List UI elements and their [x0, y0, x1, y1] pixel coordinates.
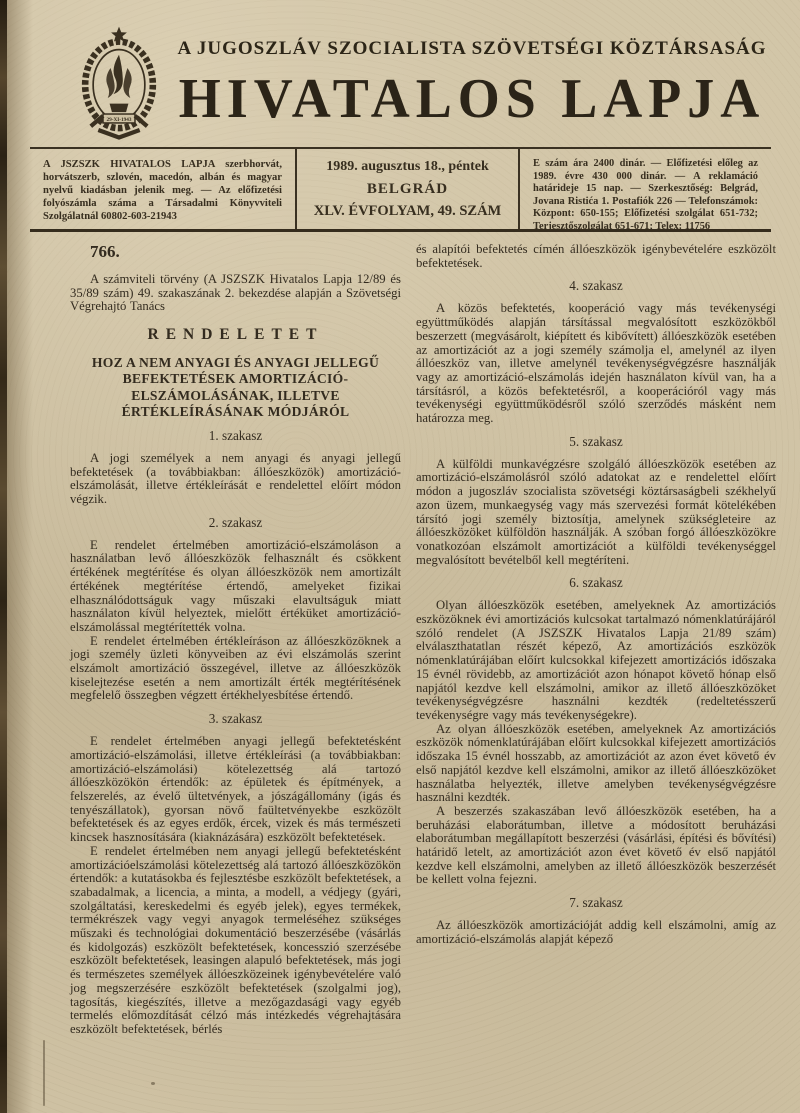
section-heading: 7. szakasz	[569, 895, 623, 911]
issue-date: 1989. augusztus 18., péntek	[326, 159, 489, 174]
paragraph: A közös befektetés, kooperáció vagy más tevékenységi együttműködés alapján társítással megvalósított eszközökből beszerzett (megvásárolt, kiépített és kibővített) állóeszközök esetében az amortizációt az a jogi személy számolja el, amelynél az ilyen állóeszköz van, illetve amelynél tevékenységvégzésre használják vagy az amortizáció-elszámolás idején használaton kívül van, ha a társításról, a közös befektetésről, a kooperációról vagy más tevékenységi együttműködésről szóló szerződés másként nem határozza meg.	[416, 301, 776, 426]
scan-book-edge	[0, 0, 7, 1113]
paragraph-continued: és alapítói befektetés címén állóeszközök igénybevételére eszközölt befektetések.	[416, 242, 776, 270]
section-heading: 1. szakasz	[208, 427, 263, 443]
scan-artifact	[43, 1040, 45, 1106]
paragraph: E rendelet értelmében értékleíráson az állóeszközöknek a jogi személy üzleti könyveiben az évi elszámolás szerint elszámolt amortizáció összegével, illetve az állóeszközök kiselejtezése esetén a nem amortizált érték megtérítésének megfelelő összegben végzett értékhelyesbítése értendő.	[70, 633, 401, 703]
issue-volume: XLV. ÉVFOLYAM, 49. SZÁM	[313, 203, 502, 219]
gazette-title: HIVATALOS LAPJA	[178, 67, 766, 130]
act-title: HOZ A NEM ANYAGI ÉS ANYAGI JELLEGŰ BEFEKTETÉSEK AMORTIZÁCIÓ-ELSZÁMOLÁSÁNAK, ILLETVE ÉRTÉKLEÍRÁSÁNAK MÓDJÁRÓL	[91, 355, 380, 419]
paragraph: E rendelet értelmében nem anyagi jellegű befektetésként amortizációelszámolási kötelezettség alá tartozó állóeszközökön értendők: a kutatásokba és fejlesztésbe eszközölt befektetések, a szabadalmak, a licencia, a minta, a modell, a védjegy (gyári, szolgáltatási, kereskedelmi és egyéb jelek), egyes termékek, termékrészek vagy vegyi anyagok termeléséhez szükséges műszaki és technológiai dokumentáció beszerzésébe (vásárlás és kidolgozás) eszközölt befektetések, koncesszió szerzésébe eszközölt befektetések, leasingen alapuló befektetések, más jogi és természetes személyek állóeszközeinek igénybevételére való jog megszerzésére eszközölt befektetések (szolgalmi jog), tagosítás, kiegészítés, illetve a mezőgazdasági vagy egyéb termelés előmozdítását célzó más intézkedés végrehajtására eszközölt befektetések, bérlés	[70, 843, 401, 1036]
republic-title: A JUGOSZLÁV SZOCIALISTA SZÖVETSÉGI KÖZTÁRSASÁG	[177, 38, 767, 59]
issue-city: BELGRÁD	[366, 180, 449, 197]
decree-word: RENDELETET	[147, 326, 324, 344]
paragraph: Az állóeszközök amortizációját addig kell elszámolni, amíg az amortizáció-elszámolás alapját képező	[416, 918, 776, 946]
section-heading: 3. szakasz	[208, 711, 263, 727]
masthead-infobar	[30, 149, 771, 232]
paragraph: Olyan állóeszközök esetében, amelyeknek Az amortizációs eszközöknek évi amortizációs kulcsokat tartalmazó nómenklatúrájáról szóló rendelet (A JSZSZK Hivatalos Lapja 21/89 szám) elválaszthatatlan részét képező, Az amortizációs eszközök nómenklatúrájában előírt kulcsokkal kifejezett amortizációs időszaka 15 évnél rövidebb, az amortizációt azon hónapot követő hónap első napjától kezdve kell elszámolni, amikor az illető állóeszközöket tevékenységvégzésre használni kezdték (redeltetésszerű tevékenységre vagy más tevékenységekre).	[416, 598, 776, 722]
section-heading: 5. szakasz	[569, 433, 623, 449]
article-number: 766.	[90, 242, 120, 261]
paragraph: A beszerzés szakaszában levő állóeszközök esetében, ha a beruházási elaborátumban, illetve a módosított beruházási elaborátumban megállapított beszerzési (vásárlási, építési és bővítési) határidő letelt, az amortizációt azon évet követő év első napjától kezdve kell elszámolni, amelyben az illető állóeszközök beszerzését be kellett volna fejezni.	[416, 803, 776, 887]
publication-info-box: A JSZSZK HIVATALOS LAPJA szerbhorvát, horvátszerb, szlovén, macedón, albán és magyar nyelvű kiadásban jelenik meg. — Az előfizetési folyószámla száma a Társadalmi Könyvviteli Szolgálatnál 60802-603-21943	[43, 159, 282, 222]
masthead	[168, 38, 776, 128]
subscription-info-box: E szám ára 2400 dinár. — Előfizetési előleg az 1989. évre 430 000 dinár. — A reklamáció határideje 15 nap. — Szerkesztőség: Belgrád, Jovana Ristića 1. Postafiók 226 — Telefonszámok: Központ: 650-155; Előfizetési szolgálat 651-732; Terjesztőszolgálat 651-671; Telex: 11756	[533, 158, 758, 232]
section-heading: 2. szakasz	[208, 514, 263, 530]
left-column	[70, 243, 401, 1037]
paragraph: Az olyan állóeszközök esetében, amelyeknek Az amortizációs eszközök nómenklatúrájában előírt kulcsokkal kifejezett amortizációs időszaka 15 évnél hosszabb, az amortizációt az azon évet követő év első napjától kezdve kell elszámolni, amikor az illető állóeszközöket használatba helyezték, illetve amelyben tevékenységvégzésre használni kezdték.	[416, 721, 776, 805]
paragraph: A számviteli törvény (A JSZSZK Hivatalos Lapja 12/89 és 35/89 szám) 49. szakaszának 2. bekezdése alapján a Szövetségi Végrehajtó Tanács	[70, 272, 401, 314]
issue-info-box	[295, 149, 520, 229]
article-body	[70, 243, 776, 1037]
scan-artifact	[151, 1082, 155, 1085]
paragraph: A külföldi munkavégzésre szolgáló állóeszközök esetében az amortizáció-elszámolásról szóló adatokat az e rendelettel előírt módon a jugoszláv szocialista szövetségi köztársaságbeli székhelyű azon üzem, munkaegység vagy más szervezési formát kötelékében társító jogi személy biztosítja, amelynek szükségleteire az állóeszközöket külföldön használják. A szóban forgó állóeszközökre vonatkozóan elszámolt amortizációt a külföldi tevékenységgel megvalósított bevételből kell megtéríteni.	[416, 456, 776, 567]
right-column	[416, 243, 776, 1037]
emblem-date: 29-XI-1943	[106, 116, 132, 123]
paragraph: A jogi személyek a nem anyagi és anyagi jellegű befektetések (a továbbiakban: állóeszközök) amortizáció-elszámolását, illetve értékleírását e rendelettel előírt módon végzik.	[70, 450, 401, 507]
coat-of-arms-icon	[72, 24, 166, 142]
section-heading: 6. szakasz	[569, 575, 623, 591]
paragraph: E rendelet értelmében anyagi jellegű befektetésként amortizáció-elszámolási, illetve értékleírási (a továbbiakban: amortizáció-elszámolási) kötelezettség alá tartozó állóeszközökön értendők: az épületek és építmények, a felszerelés, az évelő ültetvények, a jószágállomány (igás és tenyészállatok), gyorsan növő faültetvényekbe eszközölt befektetések és az egyes erdők, ércek, vizek és más természeti kincsek hasznosítására (kiaknázására) eszközölt befektetések.	[70, 734, 401, 845]
paragraph: E rendelet értelmében amortizáció-elszámoláson a használatban levő állóeszközök felhasznált és csökkent értékének megtérítése és olyan állóeszközök nem amortizált értékének megtérítése értendő, amelyeket fizikai elhasználódottságuk vagy műszaki elavultságuk miatt használaton kívül helyeztek, mielőtt értéküket amortizáció-elszámolással megtérítették volna.	[70, 537, 401, 634]
section-heading: 4. szakasz	[569, 278, 623, 294]
